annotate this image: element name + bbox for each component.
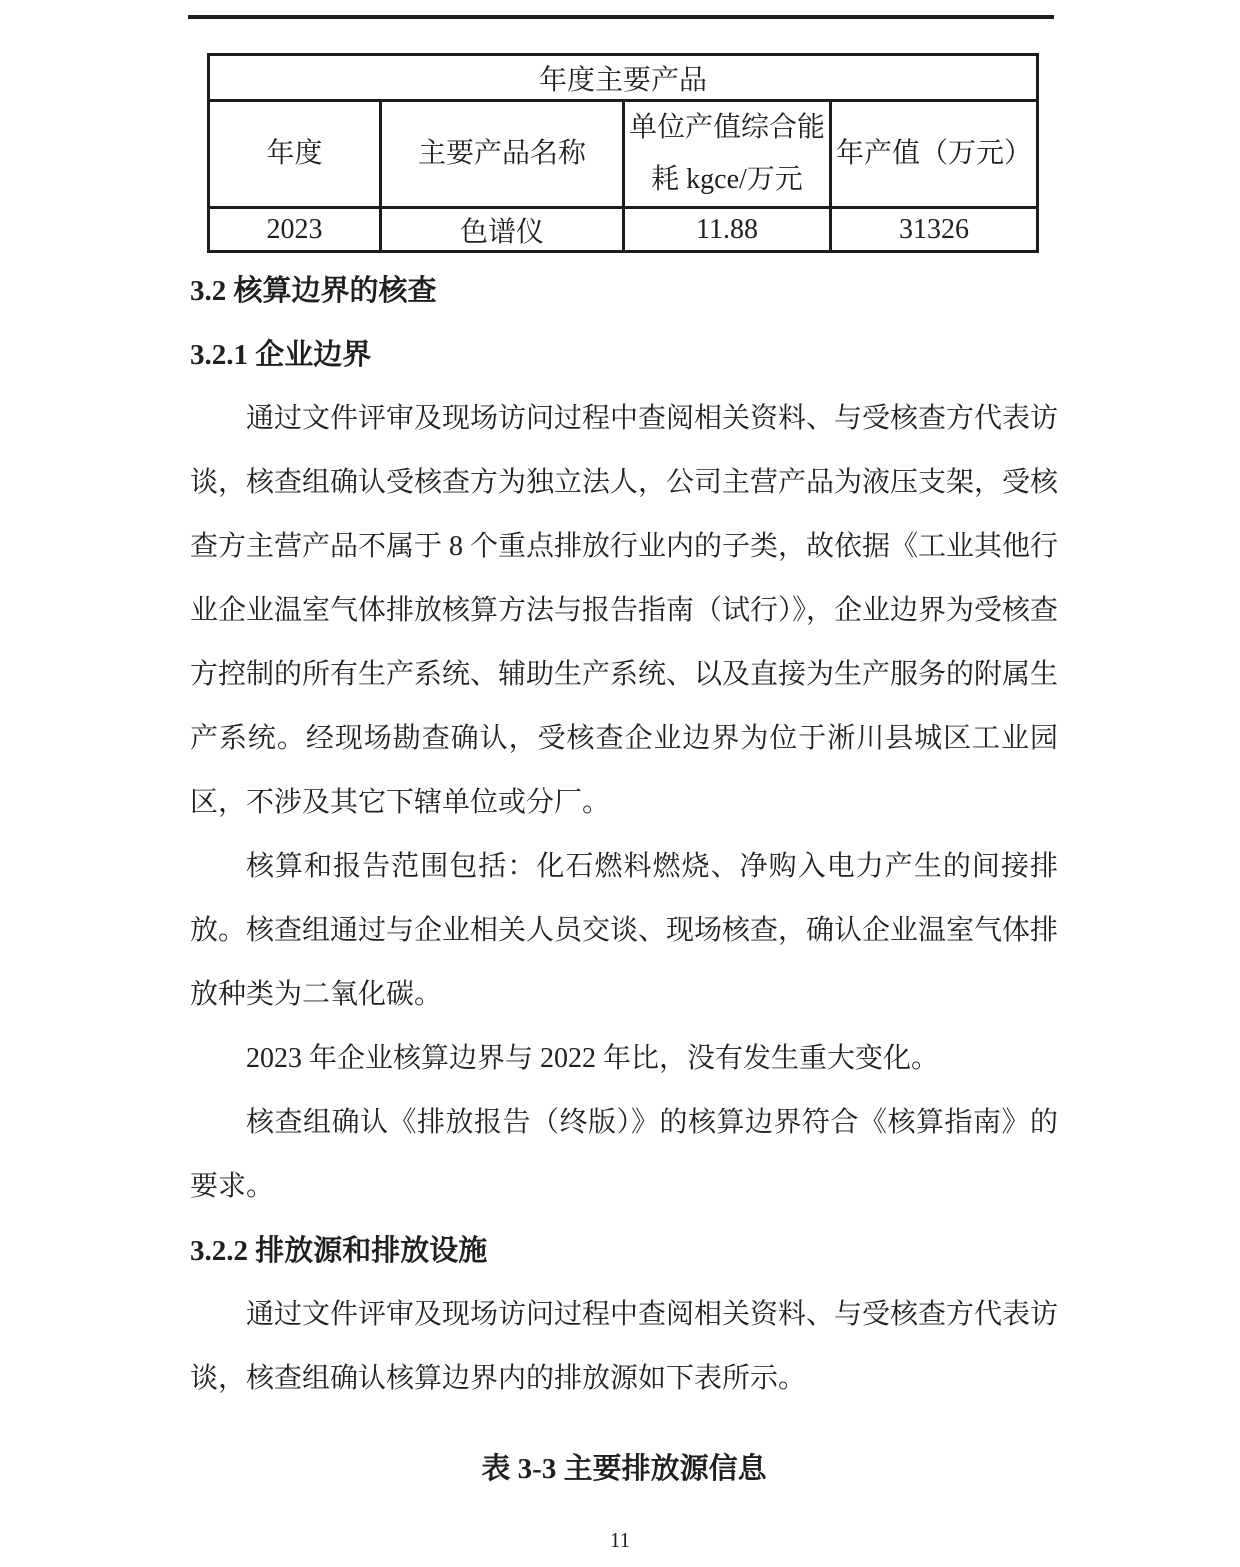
document-body xyxy=(190,259,1058,1501)
paragraph-enterprise-boundary-2: 核算和报告范围包括：化石燃料燃烧、净购入电力产生的间接排放。核查组通过与企业相关人员交谈、现场核查，确认企业温室气体排放种类为二氧化碳。 xyxy=(190,851,1059,1010)
cell-product-name: 色谱仪 xyxy=(381,208,624,252)
paragraph-emission-sources-1: 通过文件评审及现场访问过程中查阅相关资料、与受核查方代表访谈，核查组确认核算边界内的排放源如下表所示。 xyxy=(190,1299,1059,1394)
table-3-3-caption: 表 3-3 主要排放源信息 xyxy=(481,1453,767,1485)
paragraph-enterprise-boundary-4: 核查组确认《排放报告（终版）》的核算边界符合《核算指南》的要求。 xyxy=(190,1107,1058,1202)
heading-3-2: 3.2 核算边界的核查 xyxy=(190,275,437,307)
heading-3-2-2: 3.2.2 排放源和排放设施 xyxy=(190,1235,488,1267)
page-number: 11 xyxy=(609,1528,631,1552)
table-row xyxy=(209,208,1038,252)
col-header-annual-output: 年产值（万元） xyxy=(831,101,1038,208)
col-header-year: 年度 xyxy=(209,101,381,208)
col-header-product-name: 主要产品名称 xyxy=(381,101,624,208)
cell-year: 2023 xyxy=(209,208,381,252)
annual-product-table xyxy=(207,53,1039,253)
cell-annual-output: 31326 xyxy=(831,208,1038,252)
cell-energy-intensity: 11.88 xyxy=(624,208,831,252)
header-rule xyxy=(188,15,1054,19)
paragraph-enterprise-boundary-3: 2023 年企业核算边界与 2022 年比，没有发生重大变化。 xyxy=(246,1043,940,1074)
table-header-row xyxy=(209,101,1038,208)
paragraph-enterprise-boundary-1: 通过文件评审及现场访问过程中查阅相关资料、与受核查方代表访谈，核查组确认受核查方为独立法人，公司主营产品为液压支架，受核查方主营产品不属于 8 个重点排放行业内的子类，故依据《工业其他行业企业温室气体排放核算方法与报告指南（试行）》，企业边界为受核查方控制的所有生产系统、辅助生产系统、以及直接为生产服务的附属生产系统。经现场勘查确认，受核查企业边界为位于淅川县城区工业园区，不涉及其它下辖单位或分厂。 xyxy=(190,403,1059,818)
heading-3-2-1: 3.2.1 企业边界 xyxy=(190,339,372,371)
table-title-row xyxy=(209,55,1038,101)
col-header-energy-intensity: 单位产值综合能耗 kgce/万元 xyxy=(624,101,831,208)
table-title: 年度主要产品 xyxy=(209,55,1038,101)
